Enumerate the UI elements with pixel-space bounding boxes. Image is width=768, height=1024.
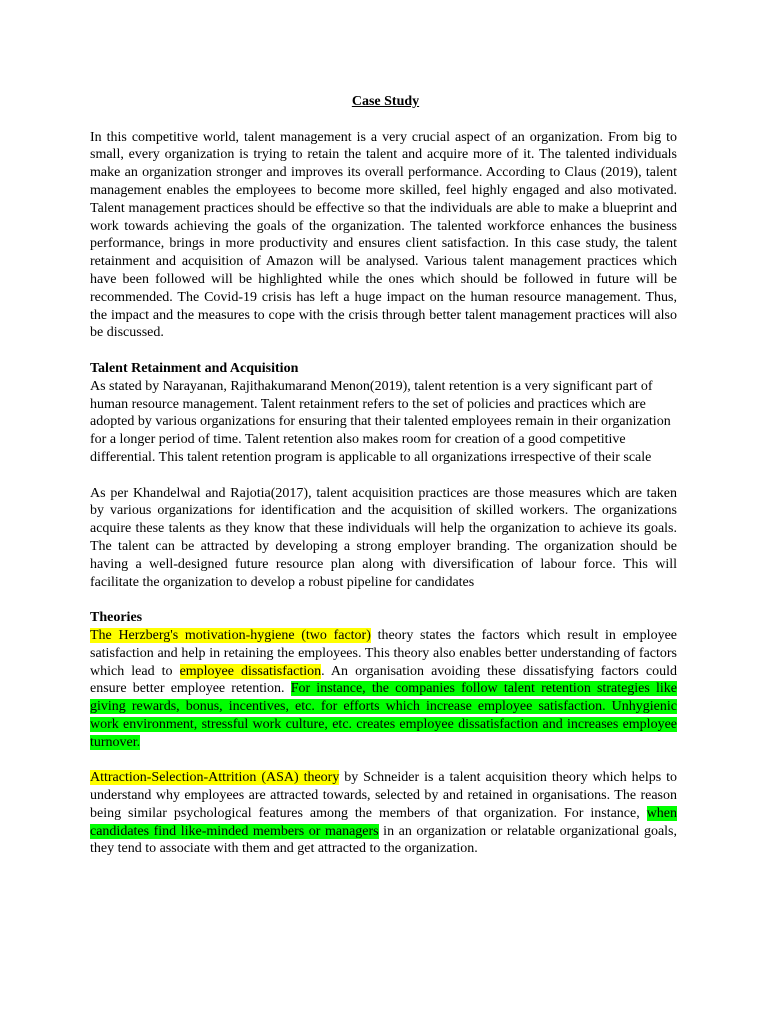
intro-paragraph: In this competitive world, talent management is a very crucial aspect of an organization. From big to small, every organization is trying to retain the talent and acquire more of it. The talented individuals make an organization stronger and improves its overall performance. According to Claus (2019), talent management enables the employees to become more skilled, feel highly engaged and also motivated. Talent management practices should be effective so that the individuals are able to make a blueprint and work towards achieving the goals of the organization. The talented workforce enhances the business performance, brings in more productivity and ensures client satisfaction. In this case study, the talent retainment and acquisition of Amazon will be analysed. Various talent management practices which have been followed will be highlighted while the ones which should be followed in future will be recommended. The Covid-19 crisis has left a huge impact on the human resource management. Thus, the impact and the measures to cope with the crisis through better talent management practices will also be discussed. <box>90 129 677 341</box>
acquisition-paragraph: As per Khandelwal and Rajotia(2017), talent acquisition practices are those measures which are taken by various organizations for identification and the acquisition of skilled workers. The organizations acquire these talents as they know that these individuals will help the organization to achieve its goals. The talent can be attracted by developing a strong employer branding. The organization should be having a well-designed future resource plan along with diversification of labour force. This will facilitate the organization to develop a robust pipeline for candidates <box>90 485 677 590</box>
asa-text-1: by Schneider is a talent acquisition theory which helps to understand why employees are attracted towards, selected by and retained in organisations. The reason being similar psychological features among the members of that organization. For instance, <box>90 770 678 821</box>
asa-paragraph <box>90 769 677 858</box>
retention-paragraph: As stated by Narayanan, Rajithakumarand Menon(2019), talent retention is a very significant part of human resource management. Talent retainment refers to the set of policies and practices which are adopted by various organizations for ensuring that their talented employees remain in their organization for a longer period of time. Talent retention also makes room for creation of a good competitive differential. This talent retention program is applicable to all organizations irrespective of their scale <box>90 378 671 465</box>
highlight-asa-name: Attraction-Selection-Attrition (ASA) theory <box>90 770 340 786</box>
spacer <box>90 751 677 769</box>
spacer <box>90 591 677 609</box>
highlight-herzberg-example: For instance, the companies follow talent retention strategies like giving rewards, bonus, incentives, etc. for efforts which increase employee satisfaction. Unhygienic work environment, stressful work culture, etc. creates employee dissatisfaction and increases employee turnover. <box>90 681 677 750</box>
page-title: Case Study <box>351 94 420 109</box>
highlight-herzberg-name: The Herzberg's motivation-hygiene (two factor) <box>90 627 371 643</box>
spacer <box>90 342 677 360</box>
section-heading-theories: Theories <box>90 610 143 626</box>
herzberg-paragraph <box>90 627 677 752</box>
herzberg-text-2: . An organisation avoiding these dissatisfying factors could ensure better employee retention. <box>90 663 677 697</box>
spacer <box>90 467 677 485</box>
document-body <box>90 93 677 858</box>
highlight-asa-example: when candidates find like-minded members or managers <box>90 805 677 839</box>
section-heading-retainment: Talent Retainment and Acquisition <box>90 360 299 376</box>
herzberg-text-1: theory states the factors which result in employee satisfaction and help in retaining the employees. This theory also enables better understanding of factors which lead to <box>90 627 677 679</box>
asa-text-2: in an organization or relatable organizational goals, they tend to associate with them and get attracted to the organization. <box>90 823 678 857</box>
highlight-employee-dissatisfaction: employee dissatisfaction <box>179 663 322 679</box>
